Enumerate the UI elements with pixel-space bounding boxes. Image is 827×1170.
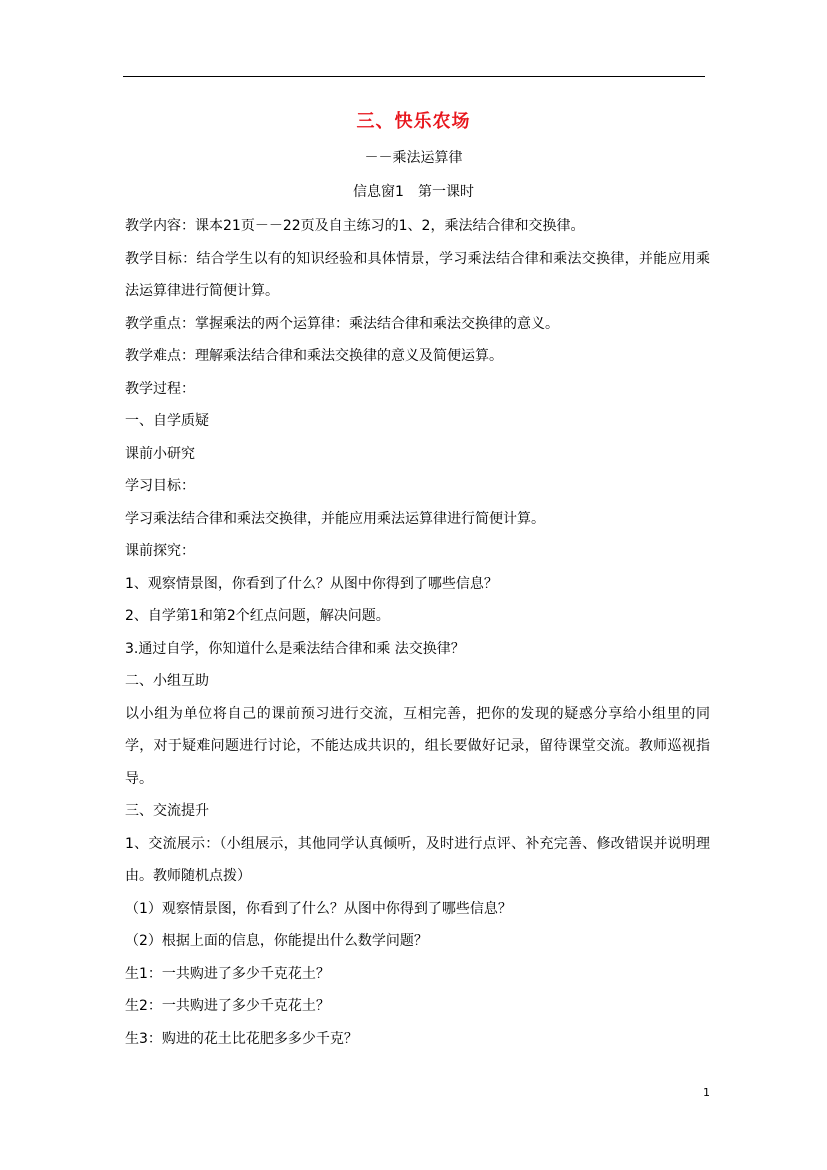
group-help-text: 以小组为单位将自己的课前预习进行交流，互相完善，把你的发现的疑惑分享给小组里的同学，对于疑难问题进行讨论，不能达成共识的，组长要做好记录，留待课堂交流。教师巡视指导。 <box>125 705 710 787</box>
exploration-item-2: 2、自学第1和第2个红点问题，解决问题。 <box>125 608 390 624</box>
exploration-item-3: 3.通过自学，你知道什么是乘法结合律和乘 法交换律？ <box>125 640 465 657</box>
pre-class-exploration: 课前探究： <box>125 543 195 559</box>
page-number: 1 <box>703 1086 710 1099</box>
student-answer-3: 生3：购进的花土比花肥多多少千克？ <box>125 1030 358 1047</box>
exchange-display: 1、交流展示：（小组展示，其他同学认真倾听，及时进行点评、补充完善、修改错误并说明理由。教师随机点拨） <box>125 835 710 884</box>
exploration-item-1: 1、观察情景图，你看到了什么？从图中你得到了哪些信息？ <box>125 575 498 592</box>
header-rule <box>123 76 705 77</box>
exchange-question-2: （2）根据上面的信息，你能提出什么数学问题？ <box>125 933 428 949</box>
learning-goal-text: 学习乘法结合律和乘法交换律，并能应用乘法运算律进行简便计算。 <box>125 510 545 527</box>
document-subtitle: －－乘法运算律 <box>364 150 463 166</box>
lesson-label: 信息窗1 第一课时 <box>353 184 474 200</box>
exchange-question-1: （1）观察情景图，你看到了什么？从图中你得到了哪些信息？ <box>125 900 512 917</box>
teaching-content: 教学内容：课本21页－－22页及自主练习的1、2，乘法结合律和交换律。 <box>125 218 585 234</box>
learning-goal-label: 学习目标： <box>125 478 195 494</box>
teaching-objective: 教学目标：结合学生以有的知识经验和具体情景，学习乘法结合律和乘法交换律，并能应用乘法运算律进行简便计算。 <box>125 250 710 299</box>
teaching-difficulty: 教学难点：理解乘法结合律和乘法交换律的意义及简便运算。 <box>125 348 503 364</box>
teaching-focus: 教学重点：掌握乘法的两个运算律：乘法结合律和乘法交换律的意义。 <box>125 315 559 332</box>
student-answer-1: 生1：一共购进了多少千克花土？ <box>125 965 330 982</box>
section-heading-group-help: 二、小组互助 <box>125 673 209 689</box>
document-body <box>125 210 710 1055</box>
section-heading-exchange: 三、交流提升 <box>125 803 209 819</box>
teaching-process-heading: 教学过程： <box>125 380 195 397</box>
pre-class-research: 课前小研究 <box>125 445 195 462</box>
student-answer-2: 生2：一共购进了多少千克花土？ <box>125 998 330 1014</box>
document-title: 三、快乐农场 <box>356 111 471 132</box>
section-heading-self-study: 一、自学质疑 <box>125 413 209 429</box>
